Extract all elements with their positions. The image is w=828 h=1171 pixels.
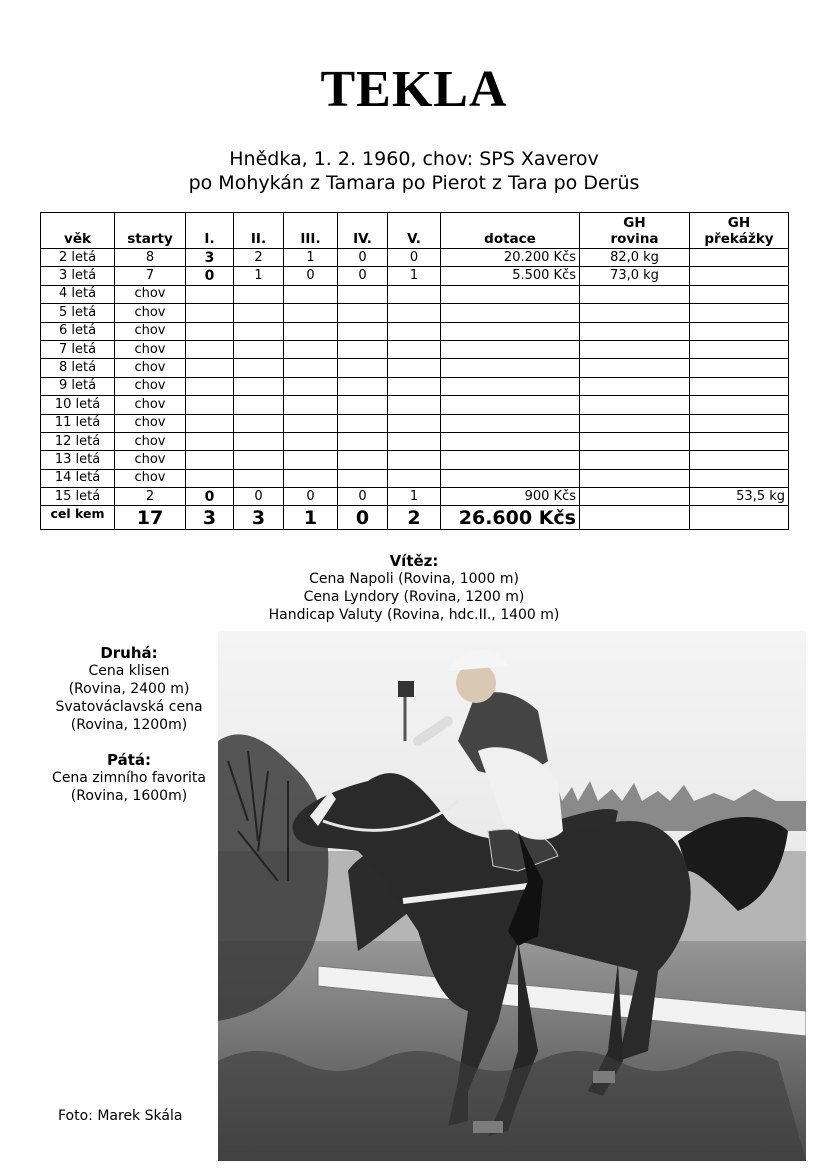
cell-first [186, 359, 234, 377]
cell-gh-flat [580, 451, 690, 469]
table-row [41, 322, 789, 340]
cell-starts: chov [115, 322, 186, 340]
cell-second [234, 322, 284, 340]
second-line: Cena klisen [88, 663, 170, 679]
cell-prize [441, 414, 580, 432]
cell-fifth [388, 285, 441, 303]
cell-first [186, 322, 234, 340]
cell-third: 0 [284, 267, 338, 285]
cell-gh-flat [580, 322, 690, 340]
cell-second [234, 340, 284, 358]
cell-gh-flat [580, 340, 690, 358]
cell-gh-jumps: 53,5 kg [690, 488, 789, 506]
cell-prize [441, 340, 580, 358]
cell-fifth [388, 469, 441, 487]
winner-heading: Vítěz: [389, 552, 439, 570]
cell-third [284, 322, 338, 340]
gh-flat-top: GH [623, 215, 646, 231]
cell-fifth [388, 340, 441, 358]
gh-jumps-top: GH [727, 215, 751, 231]
cell-starts: chov [115, 451, 186, 469]
cell-gh-jumps [690, 304, 789, 322]
cell-first [186, 304, 234, 322]
cell-starts: chov [115, 396, 186, 414]
cell-third [284, 396, 338, 414]
cell-first [186, 469, 234, 487]
cell-first [186, 396, 234, 414]
cell-second [234, 414, 284, 432]
cell-starts: chov [115, 414, 186, 432]
total-gh-jumps [690, 506, 789, 530]
cell-age: 4 letá [41, 285, 115, 303]
cell-second: 2 [234, 249, 284, 267]
cell-starts: chov [115, 304, 186, 322]
cell-fifth [388, 432, 441, 450]
col-header-gh-flat [580, 213, 690, 249]
cell-gh-jumps [690, 359, 789, 377]
cell-first [186, 451, 234, 469]
cell-prize [441, 304, 580, 322]
cell-starts: chov [115, 285, 186, 303]
cell-prize [441, 469, 580, 487]
cell-first [186, 285, 234, 303]
cell-gh-jumps [690, 469, 789, 487]
cell-fourth [338, 304, 388, 322]
col-header-third: III. [284, 213, 338, 249]
cell-second [234, 396, 284, 414]
cell-fifth: 1 [388, 267, 441, 285]
cell-age: 9 letá [41, 377, 115, 395]
cell-gh-jumps [690, 396, 789, 414]
cell-prize [441, 396, 580, 414]
fifth-line: Cena zimního favorita [52, 770, 206, 786]
cell-fourth: 0 [338, 488, 388, 506]
cell-third [284, 432, 338, 450]
cell-second [234, 359, 284, 377]
cell-third [284, 304, 338, 322]
cell-fourth [338, 396, 388, 414]
cell-starts: 8 [115, 249, 186, 267]
second-line: (Rovina, 2400 m) [68, 681, 190, 697]
winner-race: Cena Napoli (Rovina, 1000 m) [309, 571, 519, 587]
cell-fifth [388, 377, 441, 395]
cell-gh-jumps [690, 340, 789, 358]
total-first: 3 [186, 506, 234, 530]
cell-first [186, 340, 234, 358]
cell-starts: chov [115, 469, 186, 487]
cell-second [234, 451, 284, 469]
cell-prize: 5.500 Kčs [441, 267, 580, 285]
winner-section [220, 552, 608, 624]
col-header-prize: dotace [441, 213, 580, 249]
cell-fourth [338, 340, 388, 358]
cell-fourth: 0 [338, 249, 388, 267]
cell-starts: chov [115, 377, 186, 395]
cell-age: 3 letá [41, 267, 115, 285]
cell-third [284, 414, 338, 432]
cell-second [234, 469, 284, 487]
col-header-second: II. [234, 213, 284, 249]
horse-name-title: TEKLA [320, 61, 508, 118]
cell-gh-flat [580, 414, 690, 432]
cell-starts: chov [115, 432, 186, 450]
cell-first [186, 377, 234, 395]
horse-pedigree: po Mohykán z Tamara po Pierot z Tara po Derüs [188, 172, 640, 194]
cell-age: 7 letá [41, 340, 115, 358]
cell-second [234, 377, 284, 395]
cell-age: 15 letá [41, 488, 115, 506]
cell-fourth: 0 [338, 267, 388, 285]
cell-age: 2 letá [41, 249, 115, 267]
cell-third [284, 340, 338, 358]
cell-gh-flat [580, 285, 690, 303]
table-row [41, 432, 789, 450]
second-line: Svatováclavská cena [55, 699, 203, 715]
cell-first: 3 [186, 249, 234, 267]
cell-fourth [338, 359, 388, 377]
cell-starts: 7 [115, 267, 186, 285]
total-age: cel kem [41, 506, 115, 530]
cell-second: 0 [234, 488, 284, 506]
cell-gh-flat: 73,0 kg [580, 267, 690, 285]
cell-third [284, 377, 338, 395]
cell-prize [441, 322, 580, 340]
cell-age: 5 letá [41, 304, 115, 322]
gh-jumps-bottom: překážky [704, 231, 774, 247]
cell-gh-jumps [690, 451, 789, 469]
table-header-row [41, 213, 789, 249]
photo-credit: Foto: Marek Skála [58, 1108, 183, 1124]
cell-second: 1 [234, 267, 284, 285]
fifth-heading: Pátá: [106, 751, 151, 769]
cell-second [234, 432, 284, 450]
cell-fourth [338, 285, 388, 303]
second-line: (Rovina, 1200m) [70, 717, 188, 733]
cell-gh-jumps [690, 285, 789, 303]
total-starts: 17 [115, 506, 186, 530]
cell-third [284, 451, 338, 469]
cell-prize [441, 451, 580, 469]
cell-age: 6 letá [41, 322, 115, 340]
cell-gh-jumps [690, 249, 789, 267]
cell-gh-flat [580, 359, 690, 377]
cell-prize [441, 285, 580, 303]
cell-gh-flat [580, 488, 690, 506]
cell-third [284, 285, 338, 303]
cell-first [186, 414, 234, 432]
fifth-line: (Rovina, 1600m) [70, 788, 188, 804]
cell-fourth [338, 432, 388, 450]
col-header-gh-jumps [690, 213, 789, 249]
table-row [41, 488, 789, 506]
col-header-starts: starty [115, 213, 186, 249]
col-header-first: I. [186, 213, 234, 249]
cell-starts: chov [115, 359, 186, 377]
cell-gh-jumps [690, 377, 789, 395]
cell-age: 13 letá [41, 451, 115, 469]
cell-fifth [388, 359, 441, 377]
total-fourth: 0 [338, 506, 388, 530]
total-second: 3 [234, 506, 284, 530]
table-row [41, 414, 789, 432]
race-photo [218, 631, 806, 1161]
cell-first [186, 432, 234, 450]
cell-gh-jumps [690, 414, 789, 432]
cell-gh-jumps [690, 322, 789, 340]
table-row [41, 359, 789, 377]
cell-prize [441, 359, 580, 377]
cell-gh-flat [580, 469, 690, 487]
col-header-fifth: V. [388, 213, 441, 249]
cell-gh-flat [580, 396, 690, 414]
second-place-section [40, 644, 218, 734]
cell-first: 0 [186, 488, 234, 506]
table-row [41, 377, 789, 395]
col-header-age: věk [41, 213, 115, 249]
cell-gh-jumps [690, 267, 789, 285]
cell-gh-flat [580, 304, 690, 322]
cell-fifth [388, 322, 441, 340]
table-total-row [41, 506, 789, 530]
total-prize: 26.600 Kčs [441, 506, 580, 530]
table-row [41, 340, 789, 358]
gh-flat-bottom: rovina [610, 231, 659, 247]
winner-race: Handicap Valuty (Rovina, hdc.II., 1400 m) [268, 607, 560, 623]
cell-first: 0 [186, 267, 234, 285]
fifth-place-section [40, 751, 218, 805]
cell-second [234, 304, 284, 322]
cell-third: 0 [284, 488, 338, 506]
cell-fifth [388, 414, 441, 432]
cell-fourth [338, 469, 388, 487]
cell-prize: 20.200 Kčs [441, 249, 580, 267]
cell-third [284, 469, 338, 487]
cell-fourth [338, 451, 388, 469]
total-fifth: 2 [388, 506, 441, 530]
winner-race: Cena Lyndory (Rovina, 1200 m) [303, 589, 525, 605]
cell-fifth [388, 451, 441, 469]
second-heading: Druhá: [100, 644, 158, 662]
cell-age: 12 letá [41, 432, 115, 450]
cell-prize: 900 Kčs [441, 488, 580, 506]
cell-age: 14 letá [41, 469, 115, 487]
cell-prize [441, 432, 580, 450]
cell-starts: chov [115, 340, 186, 358]
total-third: 1 [284, 506, 338, 530]
cell-second [234, 285, 284, 303]
cell-gh-jumps [690, 432, 789, 450]
table-row [41, 469, 789, 487]
cell-age: 10 letá [41, 396, 115, 414]
cell-fourth [338, 322, 388, 340]
cell-third: 1 [284, 249, 338, 267]
horse-details: Hnědka, 1. 2. 1960, chov: SPS Xaverov [229, 148, 599, 170]
cell-starts: 2 [115, 488, 186, 506]
cell-fourth [338, 377, 388, 395]
cell-fifth: 1 [388, 488, 441, 506]
cell-fifth: 0 [388, 249, 441, 267]
cell-fifth [388, 304, 441, 322]
cell-age: 8 letá [41, 359, 115, 377]
table-row [41, 249, 789, 267]
cell-prize [441, 377, 580, 395]
cell-third [284, 359, 338, 377]
total-gh-flat [580, 506, 690, 530]
race-stats-table [40, 212, 789, 530]
cell-age: 11 letá [41, 414, 115, 432]
col-header-fourth: IV. [338, 213, 388, 249]
cell-gh-flat [580, 432, 690, 450]
cell-fourth [338, 414, 388, 432]
table-row [41, 451, 789, 469]
cell-fifth [388, 396, 441, 414]
cell-gh-flat: 82,0 kg [580, 249, 690, 267]
table-row [41, 396, 789, 414]
table-row [41, 304, 789, 322]
table-row [41, 285, 789, 303]
cell-gh-flat [580, 377, 690, 395]
table-row [41, 267, 789, 285]
